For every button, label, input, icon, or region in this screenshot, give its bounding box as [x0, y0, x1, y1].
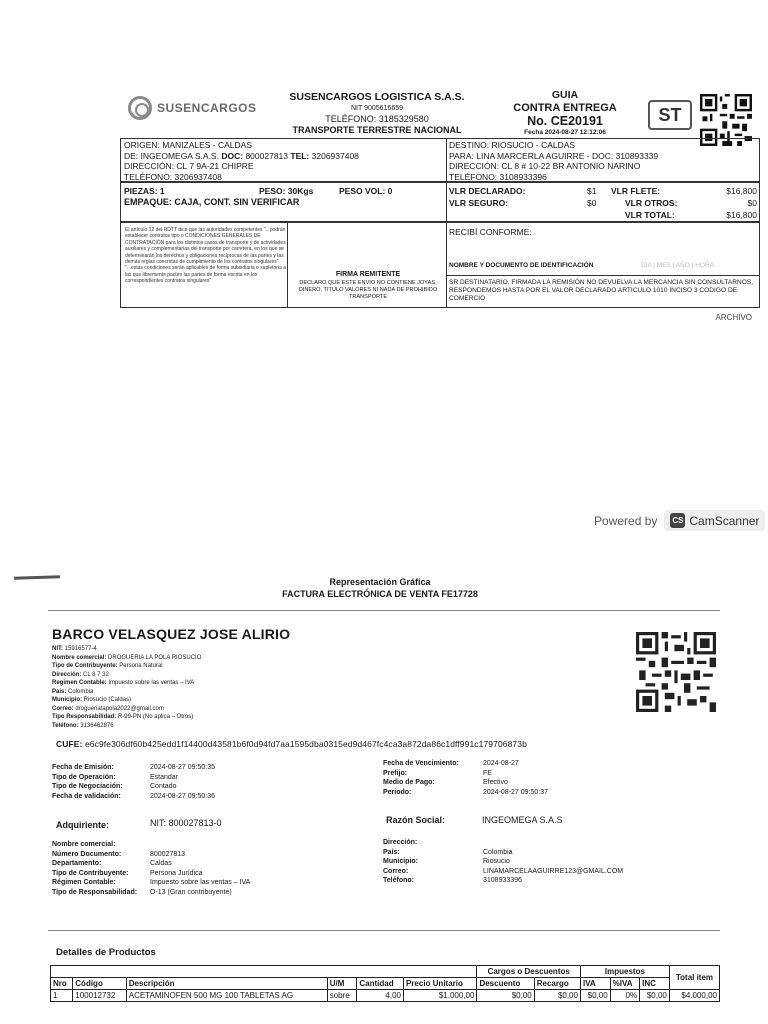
detail-row — [52, 888, 250, 898]
cell-iva: $0,00 — [580, 990, 610, 1002]
detail-value: 3108933396 — [483, 877, 522, 884]
invoice-dates-right — [383, 759, 548, 797]
cell-total: $4.000,00 — [669, 990, 719, 1002]
insurance-value: $0 — [587, 198, 597, 208]
signature-row — [120, 222, 760, 308]
shipping-guide — [120, 84, 760, 324]
issuer-detail-value: 3136462876 — [78, 722, 114, 729]
invoice-title-line-2: FACTURA ELECTRÓNICA DE VENTA FE17728 — [282, 589, 478, 599]
camscanner-icon: CS — [670, 513, 685, 528]
susencargos-logo-icon — [128, 96, 152, 120]
camscanner-brand: CamScanner — [689, 513, 760, 528]
issuer-detail-value: Persona Natural — [117, 663, 163, 669]
issuer-detail-value: Riosucio (Caldas) — [82, 697, 132, 703]
column-header: %IVA — [610, 978, 640, 990]
column-header: Cantidad — [357, 978, 404, 990]
legal-text: El artículo 12 del RDTT dice que las autoridades competentes "...podrán establecer contratos tipo o CONDICIONES GENERALES DE CONTRATACIÓN para los distintos casos de transporte y de actividades auxiliares y complementarias del transporte por carretera, en los que se determinarán los derechos y obligaciones recíprocas de las partes y las demás reglas concretas de cumplimiento de los contratos singulares". "...estas condiciones serán aplicables de forma subsidiaria o supletoria a las que libremente pacten las partes de forma escrita en los correspondientes contratos singulares" — [125, 227, 287, 285]
issuer-detail-value: CL 8 7 32 — [81, 671, 109, 678]
detail-key: Fecha de validación: — [52, 792, 121, 800]
detail-key: Nombre comercial: — [52, 841, 116, 848]
destination-phone: TELÉFONO: 3108933396 — [449, 171, 547, 182]
cufe — [56, 739, 527, 749]
company-header — [282, 92, 472, 136]
package-values-row — [120, 182, 760, 222]
guia-header — [500, 89, 630, 137]
sender-signature — [289, 271, 447, 301]
guia-number: No. CE20191 — [527, 114, 603, 128]
issuer-detail-key: Regimen Contable: — [52, 680, 107, 686]
detail-value: 800027813 — [150, 850, 186, 858]
origin-sender: DE: INGEOMEGA S.A.S. DOC: 800027813 TEL: 3206937408 — [124, 150, 359, 161]
detail-row — [52, 773, 215, 783]
company-transport: TRANSPORTE TERRESTRE NACIONAL — [292, 125, 462, 135]
detail-value: Efectivo — [483, 779, 508, 786]
detail-key: Municipio: — [383, 858, 418, 865]
scan-mark — [14, 575, 60, 580]
issuer-detail-line — [52, 722, 452, 731]
detail-row — [383, 769, 548, 779]
issuer-detail-value: R-99-PN (No aplica – Otros) — [116, 714, 194, 720]
issuer-detail-value: drogueriatapola2022@gmail.com — [73, 705, 164, 712]
detail-row — [383, 867, 623, 877]
issuer-detail-key: Correo: — [52, 705, 74, 712]
detail-key: Periodo: — [383, 788, 412, 796]
other-value: $0 — [747, 198, 757, 208]
origin-block — [124, 140, 444, 182]
total-value: $16,800 — [726, 210, 757, 220]
destination-recipient: PARA: LINA MARCERLA AGUIRRE - DOC: 310893339 — [449, 150, 659, 161]
guia-type: CONTRA ENTREGA — [513, 102, 617, 114]
detail-row — [52, 869, 250, 879]
issuer-detail-line — [52, 662, 452, 671]
cell-cantidad: 4,00 — [357, 990, 404, 1002]
issuer-detail-line — [52, 671, 452, 680]
guia-label: GUIA — [551, 89, 579, 101]
detail-key: Prefijo: — [383, 769, 408, 777]
cell-descripcion: ACETAMINOFEN 500 MG 100 TABLETAS AG — [126, 990, 327, 1002]
detail-value: LINAMARCELAAGUIRRE123@GMAIL.COM — [483, 867, 624, 875]
buyer-label: Adquiriente: — [56, 820, 109, 830]
company-name: SUSENCARGOS LOGISTICA S.A.S. — [289, 91, 465, 103]
detail-key: Medio de Pago: — [383, 779, 435, 786]
detail-row — [383, 759, 548, 769]
detail-row — [52, 878, 250, 888]
detail-row — [52, 859, 250, 869]
cufe-value: e6c9fe306df60b425edd1f14400d43581b6f0d94fd7aa1595dba0315ed9d467fc4ca3a872da86c1dff991c179706873b — [84, 739, 527, 749]
products-group-header — [51, 966, 720, 978]
detail-value: 2024-08-27 — [483, 760, 519, 767]
buyer-details-left — [52, 840, 250, 897]
received-label: RECIBÍ CONFORME: — [449, 227, 532, 237]
column-header: Recargo — [534, 978, 580, 990]
cell-recargo: $0,00 — [534, 990, 580, 1002]
detail-value: Caldas — [150, 860, 172, 867]
issuer-detail-key: Municipio: — [52, 697, 82, 703]
cell-descuento: $0,00 — [477, 990, 534, 1002]
detail-row — [52, 792, 215, 802]
total-value-label: VLR TOTAL: — [625, 210, 675, 220]
date-hour-label: DIA | MES | AÑO | HORA — [641, 262, 714, 269]
detail-key: Fecha de Vencimiento: — [383, 760, 459, 767]
detail-row — [383, 778, 548, 788]
cell-um: sobre — [327, 990, 357, 1002]
issuer-detail-value: Impuesto sobre las ventas – IVA — [106, 680, 195, 686]
origin-address: DIRECCIÓN: CL 7 9A-21 CHIPRE — [124, 161, 254, 171]
issuer-detail-key: Teléfono: — [52, 722, 79, 729]
column-header: Nro — [51, 978, 73, 990]
detail-value: Estandar — [150, 773, 179, 781]
camscanner-watermark — [594, 510, 765, 531]
detail-value: O-13 (Gran contribuyente) — [150, 888, 232, 896]
package-packing: EMPAQUE: CAJA, CONT. SIN VERIFICAR — [124, 197, 300, 207]
detail-key: Tipo de Responsabilidad: — [52, 888, 138, 896]
detail-row — [383, 838, 623, 848]
column-header: INC — [640, 978, 670, 990]
detail-key: Tipo de Operación: — [52, 773, 116, 781]
id-document-label: NOMBRE Y DOCUMENTO DE IDENTIFICACIÓN — [449, 262, 594, 269]
susencargos-logo — [128, 96, 257, 120]
buyer-nit: NIT: 800027813-0 — [150, 818, 222, 828]
archive-label: ARCHIVO — [715, 313, 752, 322]
powered-by-text: Powered by — [594, 513, 658, 528]
detail-key: Dirección: — [383, 839, 418, 846]
cell-precio: $1.000,00 — [403, 990, 476, 1002]
business-name-label: Razón Social: — [386, 815, 446, 825]
package-pieces: PIEZAS: 1 — [124, 186, 165, 196]
sender-declaration: DECLARO QUE ESTE ENVIO NO CONTIENE JOYAS, DINERO, TITULO VALORES NI NADA DE PROHIBIDO TRANSPORTE — [298, 280, 438, 300]
declared-value-label: VLR DECLARADO: — [449, 186, 526, 196]
invoice-qr-code-icon — [636, 632, 716, 712]
total-item-header: Total item — [669, 966, 719, 990]
detail-key: Teléfono: — [383, 877, 414, 884]
taxes-header: Impuestos — [580, 966, 669, 978]
origin-city: ORIGEN: MANIZALES - CALDAS — [124, 140, 252, 150]
detail-row — [52, 763, 215, 773]
destination-city: DESTINO: RIOSUCIO - CALDAS — [449, 140, 576, 150]
destination-block — [449, 140, 759, 182]
column-header: Descripción — [126, 978, 327, 990]
other-value-label: VLR OTROS: — [625, 198, 678, 208]
detail-key: Correo: — [383, 867, 409, 875]
st-logo: ST — [648, 100, 692, 130]
detail-row — [52, 850, 250, 860]
package-vol-weight: PESO VOL: 0 — [339, 186, 393, 196]
issuer-detail-line — [52, 696, 452, 705]
detail-value: 2024-08-27 09:50:35 — [150, 764, 215, 771]
column-header: Código — [73, 978, 126, 990]
issuer-details — [52, 645, 452, 730]
camscanner-badge — [664, 510, 765, 531]
issuer-detail-value: 15916577-4 — [63, 646, 97, 652]
company-nit: NIT 9005616659 — [350, 105, 404, 112]
issuer-detail-line — [52, 713, 452, 722]
issuer-detail-line — [52, 679, 452, 688]
freight-value-label: VLR FLETE: — [611, 186, 661, 196]
issuer-detail-line — [52, 654, 452, 663]
company-phone: TELÉFONO: 3185329580 — [325, 114, 429, 124]
detail-value: Riosucio — [483, 858, 510, 865]
invoice-dates-left — [52, 763, 215, 801]
issuer-detail-key: Tipo de Contribuyente: — [52, 663, 118, 669]
issuer-detail-line — [52, 688, 452, 697]
products-table — [50, 965, 720, 1002]
cufe-label: CUFE: — [56, 739, 83, 749]
recipient-note: SR DESTINATARIO, FIRMADA LA REMISIÓN NO DEVUELVA LA MERCANCIA SIN CONSULTARNOS, RESPONDEMOS HASTA POR EL VALOR DECLARADO ARTICULO 1010 INCISO 3 CODIGO DE COMERCIO — [449, 279, 754, 302]
divider — [48, 930, 720, 931]
cell-codigo: 100012732 — [73, 990, 126, 1002]
issuer-detail-key: NIT: — [52, 646, 63, 652]
column-header: Precio Unitario — [403, 978, 476, 990]
detail-key: Tipo de Contribuyente: — [52, 869, 129, 877]
logo-text: SUSENCARGOS — [157, 101, 257, 115]
issuer-detail-value: Colombia — [66, 688, 94, 695]
guia-date: Fecha 2024-08-27 12:12:06 — [524, 129, 606, 136]
detail-key: Régimen Contable: — [52, 879, 116, 886]
detail-row — [52, 840, 250, 850]
cell-piva: 0% — [610, 990, 640, 1002]
detail-key: Fecha de Emisión: — [52, 764, 114, 771]
detail-value: Persona Jurídica — [150, 869, 203, 877]
issuer-detail-line — [52, 705, 452, 714]
invoice-title-line-1: Representación Gráfica — [329, 577, 431, 587]
insurance-value-label: VLR SEGURO: — [449, 198, 509, 208]
column-header: Descuento — [477, 978, 534, 990]
cell-nro: 1 — [51, 990, 73, 1002]
detail-value: Contado — [150, 783, 177, 790]
detail-value: Colombia — [483, 848, 513, 856]
detail-key: País: — [383, 848, 400, 856]
divider — [48, 610, 720, 611]
column-header: U/M — [327, 978, 357, 990]
detail-key: Número Documento: — [52, 850, 122, 858]
origin-destination-row — [120, 138, 760, 182]
freight-value: $16,800 — [726, 186, 757, 196]
declared-value: $1 — [587, 186, 597, 196]
detail-value: 2024-08-27 09:50:36 — [150, 792, 215, 800]
detail-row — [383, 788, 548, 798]
charges-discounts-header: Cargos o Descuentos — [477, 966, 581, 978]
origin-phone: TELÉFONO: 3206937408 — [124, 171, 222, 182]
detail-value: 2024-08-27 09:50:37 — [483, 788, 548, 796]
issuer-detail-key: País: — [52, 688, 67, 695]
issuer-detail-key: Nombre comercial: — [52, 654, 107, 661]
invoice-title — [180, 576, 580, 600]
detail-key: Tipo de Negociación: — [52, 783, 123, 790]
issuer-detail-line — [52, 645, 452, 654]
column-header: IVA — [580, 978, 610, 990]
detail-row — [383, 876, 623, 886]
buyer-details-right — [383, 838, 623, 886]
package-weight: PESO: 30Kgs — [259, 186, 314, 196]
cell-inc: $0,00 — [640, 990, 670, 1002]
issuer-detail-key: Tipo Responsabilidad: — [52, 714, 117, 720]
detail-value: FE — [483, 769, 492, 777]
detail-key: Departamento: — [52, 860, 102, 867]
issuer-name: BARCO VELASQUEZ JOSE ALIRIO — [52, 626, 291, 642]
issuer-detail-key: Dirección: — [52, 671, 82, 678]
detail-row — [383, 848, 623, 858]
products-title: Detalles de Productos — [56, 947, 156, 958]
sender-signature-title: FIRMA REMITENTE — [335, 271, 401, 278]
detail-value: Impuesto sobre las ventas – IVA — [150, 879, 251, 886]
business-name: INGEOMEGA S.A.S — [482, 815, 563, 825]
products-header — [51, 978, 720, 990]
detail-row — [383, 857, 623, 867]
detail-row — [52, 782, 215, 792]
table-row — [51, 990, 720, 1002]
destination-address: DIRECCIÓN: CL 8 # 10-22 BR ANTONIO NARINO — [449, 161, 641, 171]
issuer-detail-value: DROGUERIA LA POLA RIOSUCIO — [106, 654, 202, 661]
